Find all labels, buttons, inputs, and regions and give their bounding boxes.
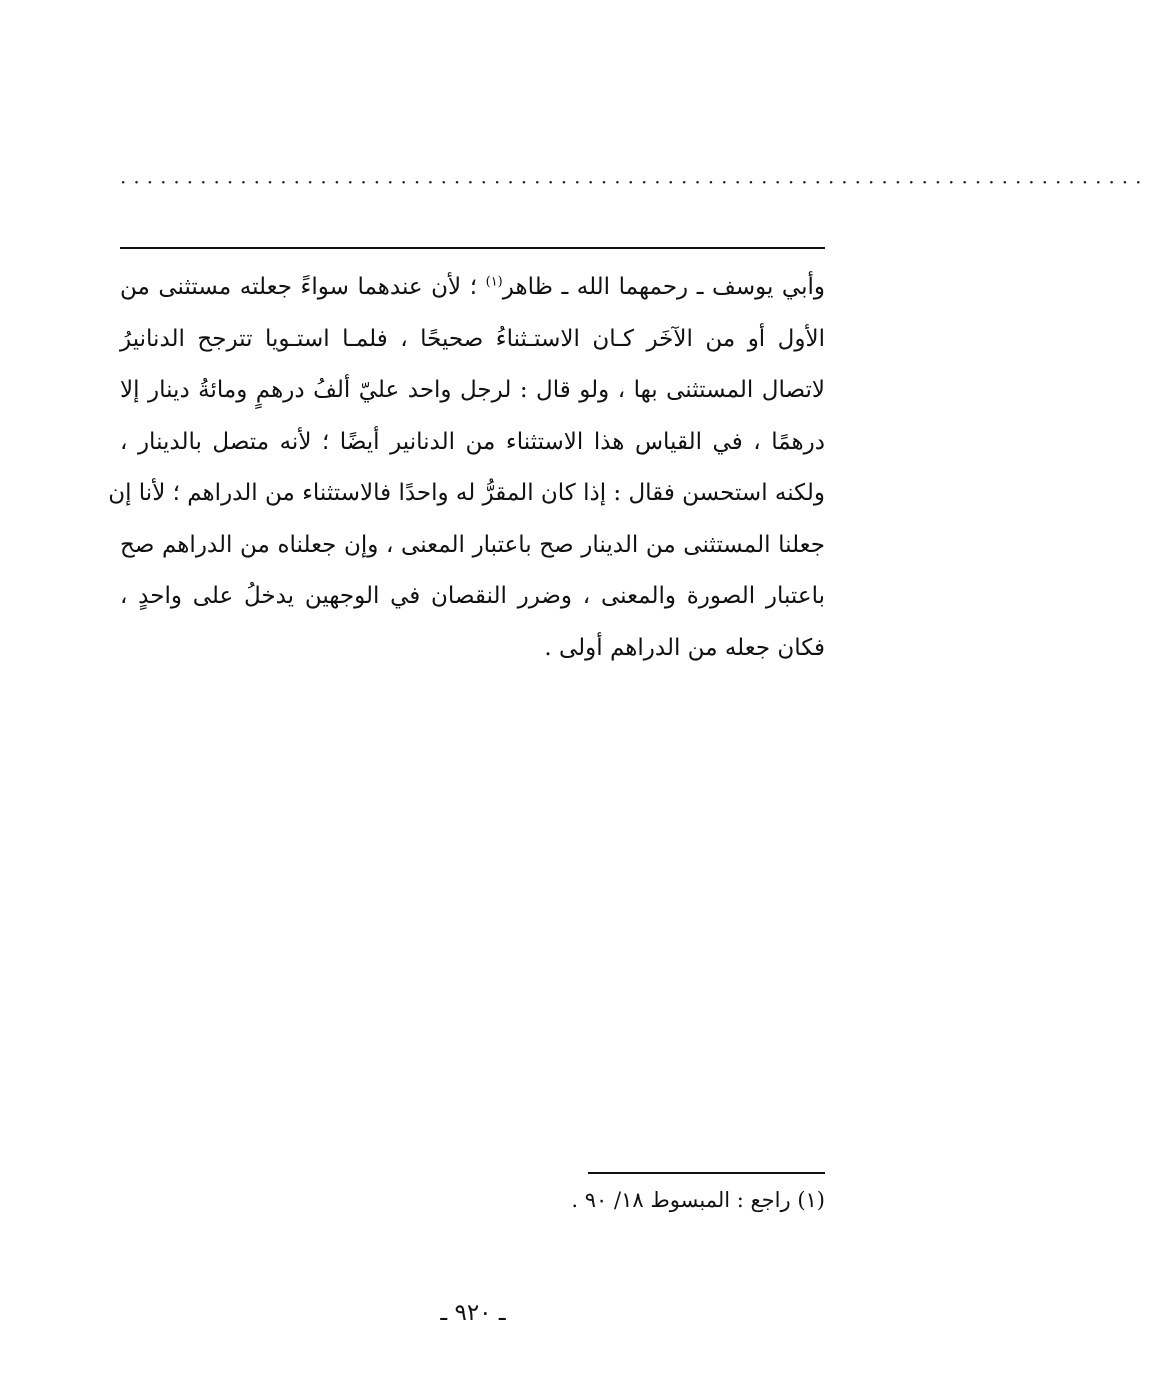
text-line-7: باعتبار الصورة والمعنى ، وضرر النقصان في الوجهين يدخلُ على واحدٍ ، bbox=[120, 583, 825, 609]
text-line-3: لاتصال المستثنى بها ، ولو قال : لرجل واحد عليّ ألفُ درهمٍ ومائةُ دينار إلا bbox=[120, 377, 825, 403]
text-line-2: الأول أو من الآخَر كـان الاستـثناءُ صحيحًا ، فلمـا استـويا تترجح الدنانيرُ bbox=[120, 325, 825, 352]
footnote-marker: (١) bbox=[797, 1188, 825, 1212]
footnote-rule bbox=[588, 1172, 825, 1174]
main-text bbox=[108, 262, 825, 674]
text-line-5: ولكنه استحسن فقال : إذا كان المقرُّ له واحدًا فالاستثناء من الدراهم ؛ لأنا إن bbox=[108, 480, 825, 506]
footnote-1 bbox=[120, 1182, 825, 1218]
text-top-rule bbox=[120, 247, 825, 249]
text-line-1-start: وأبي يوسف ـ رحمهما الله ـ ظاهر bbox=[502, 274, 825, 300]
text-line-1-end: ؛ لأن عندهما سواءً جعلته مستثنى من bbox=[120, 274, 478, 300]
page-number: ـ ٩٢٠ ـ bbox=[440, 1300, 506, 1326]
separator-dots: ············································································· bbox=[120, 170, 1149, 194]
footnote-text: راجع : المبسوط ١٨/ ٩٠ . bbox=[571, 1188, 791, 1212]
footnote-reference: (١) bbox=[485, 274, 503, 290]
text-line-1 bbox=[120, 262, 825, 314]
text-line-4: درهمًا ، في القياس هذا الاستثناء من الدنانير أيضًا ؛ لأنه متصل بالدينار ، bbox=[120, 428, 825, 455]
text-line-8: فكان جعله من الدراهم أولى . bbox=[544, 634, 825, 661]
text-line-6: جعلنا المستثنى من الدينار صح باعتبار المعنى ، وإن جعلناه من الدراهم صح bbox=[120, 531, 825, 558]
